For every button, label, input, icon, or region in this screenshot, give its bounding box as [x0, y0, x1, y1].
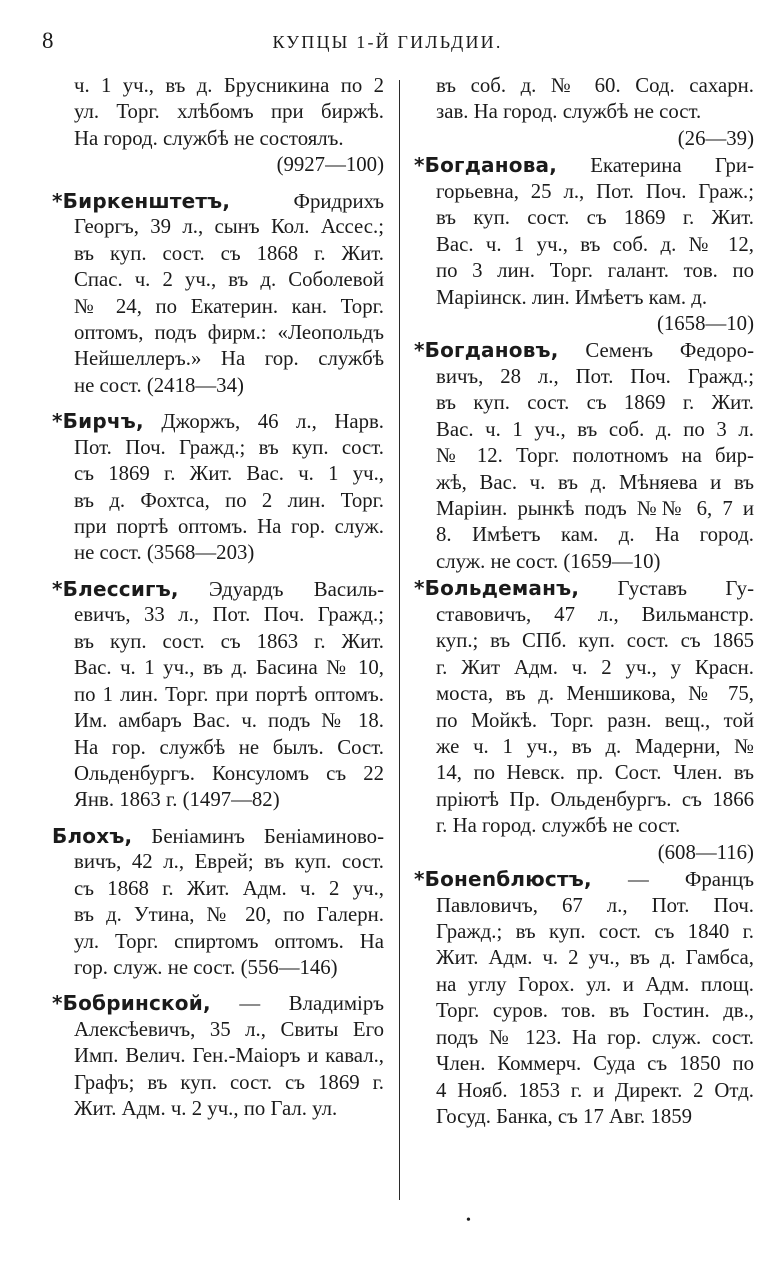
text-line: жѣ, Вас. ч. въ д. Мѣняева и въ — [436, 470, 754, 494]
text-line: Вас. ч. 1 уч., въ д. Басина № 10, — [74, 656, 384, 680]
merchant-name: *Больдеманъ, — [414, 576, 580, 601]
right-column — [414, 73, 754, 1131]
text-line: Жит. Адм. ч. 2 уч., въ д. Гамбса, — [436, 946, 754, 970]
text-line: гор. служ. не сост. (556—146) — [74, 956, 338, 979]
text-line: Янв. 1863 г. (1497—82) — [74, 788, 280, 812]
text-line: въ куп. сост. съ 1869 г. Жит. — [436, 391, 754, 415]
text-line: оптомъ, подъ фирм.: «Леопольдъ — [74, 320, 384, 344]
text-line: г. Жит Адм. ч. 2 уч., у Красн. — [436, 655, 754, 679]
text-line: Член. Коммерч. Суда съ 1850 по — [436, 1052, 754, 1076]
entry-reference: (608—116) — [657, 840, 754, 864]
text-line: при портѣ оптомъ. На гор. служ. — [74, 515, 384, 538]
text-line: вичъ, 42 л., Еврей; въ куп. сост. — [74, 850, 384, 874]
text-line: не сост. (3568—203) — [74, 541, 255, 565]
merchant-name: *Бирчъ, — [52, 409, 144, 434]
text-line: На город. службѣ не состоялъ. — [74, 126, 344, 150]
entry-gap — [52, 399, 384, 408]
text-line: въ д. Утина, № 20, по Галерн. — [74, 903, 384, 927]
text-line: ч. 1 уч., въ д. Брусникина по 2 — [74, 74, 384, 97]
text-line: по 1 лин. Торг. при портѣ оптомъ. — [74, 682, 384, 706]
merchant-name: *Блессигъ, — [52, 576, 179, 601]
text-line: пріютѣ Пр. Ольденбургъ. съ 1866 — [436, 787, 754, 811]
entry-heading-line: *Бирчъ, Джоржъ, 46 л., Нарв. — [52, 409, 384, 434]
entry-heading-line: *Больдеманъ, Густавъ Гу- — [414, 576, 754, 601]
text-line: въ соб. д. № 60. Сод. сахарн. — [436, 74, 754, 97]
text-line: Маріин. рынкѣ подъ №№ 6, 7 и — [436, 497, 754, 520]
entry-heading-line: *Богданова, Екатерина Гри- — [414, 153, 754, 178]
text-line: Ольденбургъ. Консуломъ съ 22 — [74, 761, 384, 785]
text-line: куп.; въ СПб. куп. сост. съ 1865 — [436, 629, 754, 653]
text-line: Георгъ, 39 л., сынъ Кол. Ассес.; — [74, 215, 384, 239]
text-line: Гражд.; въ куп. сост. съ 1840 г. — [436, 920, 754, 943]
text-line: въ куп. сост. съ 1869 г. Жит. — [436, 206, 754, 230]
text-line: Вас. ч. 1 уч., въ соб. д. по 3 л. — [436, 417, 754, 441]
merchant-name: *Бонenблюстъ, — [414, 867, 592, 892]
merchant-name: *Биркенштетъ, — [52, 188, 231, 213]
text-line: Имп. Велич. Ген.-Маіоръ и кавал., — [74, 1044, 384, 1068]
text-line: Им. амбаръ Вас. ч. подъ № 18. — [74, 709, 384, 733]
entry-gap — [52, 567, 384, 576]
text-line: съ 1869 г. Жит. Вас. ч. 1 уч., — [74, 462, 384, 486]
text-line: Торг. суров. тов. въ Гостин. дв., — [436, 999, 754, 1023]
merchant-name: *Бобринской, — [52, 991, 211, 1016]
merchant-name: *Богдановъ, — [414, 338, 559, 363]
text-line: 4 Нояб. 1853 г. и Директ. 2 Отд. — [436, 1078, 754, 1102]
text-line: ул. Торг. спиртомъ оптомъ. На — [74, 929, 384, 953]
text-line: Алексѣевичъ, 35 л., Свиты Его — [74, 1017, 384, 1041]
entry-heading-line: *Бобринской, — Владиміръ — [52, 991, 384, 1016]
left-column — [52, 73, 384, 1123]
merchant-name: *Богданова, — [414, 153, 558, 178]
entry-heading-line: *Биркенштетъ, Фридрихъ — [52, 188, 384, 213]
entry-heading-line: *Блессигъ, Эдуардъ Василь- — [52, 576, 384, 601]
text-line: въ куп. сост. съ 1863 г. Жит. — [74, 629, 384, 653]
entry-gap — [52, 981, 384, 990]
running-title: КУПЦЫ 1-Й ГИЛЬДИИ. — [272, 32, 503, 52]
entry-reference: (1658—10) — [656, 311, 754, 335]
text-line: Павловичъ, 67 л., Пот. Поч. — [436, 893, 754, 917]
page-number: 8 — [42, 28, 54, 53]
text-line: ставовичъ, 47 л., Вильманстр. — [436, 602, 754, 626]
text-line: въ куп. сост. съ 1868 г. Жит. — [74, 241, 384, 265]
text-line: вичъ, 28 л., Пот. Поч. Гражд.; — [436, 364, 754, 388]
text-line: по 3 лин. Торг. галант. тов. по — [436, 259, 754, 283]
text-line: въ д. Фохтса, по 2 лин. Торг. — [74, 488, 384, 512]
text-line: не сост. (2418—34) — [74, 373, 244, 397]
text-line: На гор. службѣ не былъ. Сост. — [74, 735, 384, 759]
text-line: Спас. ч. 2 уч., въ д. Соболевой — [74, 268, 384, 292]
text-line: 14, по Невск. пр. Сост. Член. въ — [436, 761, 754, 785]
text-line: Графъ; въ куп. сост. съ 1869 г. — [74, 1070, 384, 1094]
text-line: Пот. Поч. Гражд.; въ куп. сост. — [74, 435, 384, 459]
entry-reference: (9927—100) — [276, 153, 384, 177]
merchant-name: Блохъ, — [52, 823, 133, 848]
text-line: Нейшеллеръ.» На гор. службѣ — [74, 347, 384, 371]
text-line: № 12. Торг. полотномъ на бир- — [436, 444, 754, 468]
text-line: подъ № 123. На гор. служ. сост. — [436, 1025, 754, 1049]
entry-heading-line: Блохъ, Беніаминъ Беніаминово- — [52, 823, 384, 848]
text-line: горьевна, 25 л., Пот. Поч. Граж.; — [436, 179, 754, 203]
text-line: зав. На город. службѣ не сост. — [436, 100, 702, 124]
text-line: 8. Имѣетъ кам. д. На город. — [436, 523, 754, 547]
footer-mark: • — [466, 1213, 471, 1228]
entry-heading-line: *Бонenблюстъ, — Францъ — [414, 867, 754, 892]
entry-gap — [52, 814, 384, 823]
text-line: евичъ, 33 л., Пот. Поч. Гражд.; — [74, 603, 384, 627]
entry-heading-line: *Богдановъ, Семенъ Федоро- — [414, 338, 754, 363]
text-line: по Мойкѣ. Торг. разн. вещ., той — [436, 708, 754, 732]
text-line: Жит. Адм. ч. 2 уч., по Гал. ул. — [74, 1097, 338, 1121]
text-line: Маріинск. лин. Имѣетъ кам. д. — [436, 285, 708, 309]
text-line: ул. Торг. хлѣбомъ при биржѣ. — [74, 100, 384, 124]
text-line: г. На город. службѣ не сост. — [436, 814, 681, 838]
text-line: на углу Горох. ул. и Адм. площ. — [436, 972, 754, 996]
text-line: служ. не сост. (1659—10) — [436, 549, 661, 573]
entry-gap — [52, 179, 384, 188]
column-divider — [399, 80, 400, 1200]
text-line: № 24, по Екатерин. кан. Торг. — [74, 294, 384, 318]
text-line: моста, въ д. Меншикова, № 75, — [436, 682, 754, 706]
text-line: Вас. ч. 1 уч., въ соб. д. № 12, — [436, 232, 754, 256]
text-line: Госуд. Банка, съ 17 Авг. 1859 — [436, 1105, 693, 1129]
text-line: же ч. 1 уч., въ д. Мадерни, № — [436, 734, 754, 758]
entry-reference: (26—39) — [677, 126, 754, 150]
page-header — [0, 22, 775, 62]
text-line: съ 1868 г. Жит. Адм. ч. 2 уч., — [74, 876, 384, 900]
